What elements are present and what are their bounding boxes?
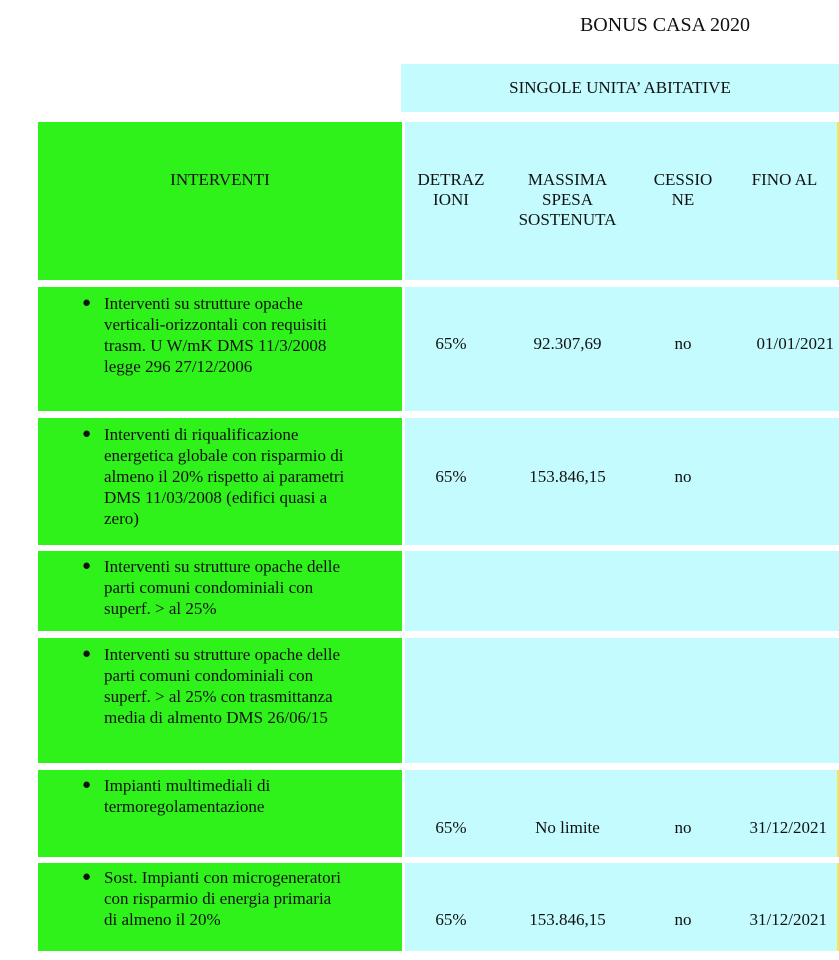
- list-item: [38, 418, 402, 529]
- table-row-values-cell: [405, 770, 839, 857]
- row-text-line: DMS 11/03/2008 (edifici quasi a: [104, 488, 328, 507]
- cell-fino-al: 01/01/2021: [756, 334, 834, 353]
- table-row-label-cell: [38, 863, 402, 951]
- row-text-line: verticali-orizzontali con requisiti: [104, 315, 327, 334]
- header-detrazioni: [405, 170, 497, 210]
- bullet-icon: ●: [82, 295, 92, 311]
- row-text-line: almeno il 20% rispetto ai parametri: [104, 467, 345, 486]
- bullet-icon: ●: [82, 777, 92, 793]
- bullet-icon: ●: [82, 426, 92, 442]
- section-header-label: SINGOLE UNITA’ ABITATIVE: [509, 78, 731, 97]
- cell-cessione: no: [674, 818, 692, 837]
- table-row-label-cell: [38, 770, 402, 857]
- row-text-line: parti comuni condominiali con: [104, 578, 314, 597]
- cell-massima-spesa: 153.846,15: [529, 910, 606, 929]
- header-interventi-cell: [38, 122, 402, 280]
- list-item: [38, 551, 402, 619]
- table-row-label-cell: [38, 551, 402, 631]
- section-header: [401, 64, 839, 112]
- table-row-label-cell: [38, 287, 402, 411]
- cell-massima-spesa: 92.307,69: [533, 334, 602, 353]
- header-cessione-line: CESSIO: [653, 170, 713, 189]
- row-text-line: zero): [104, 509, 139, 528]
- header-fino-al: FINO AL: [751, 170, 818, 189]
- header-massima-line: SPESA: [541, 190, 594, 209]
- row-text-line: superf. > al 25% con trasmittanza: [104, 687, 333, 706]
- row-text-line: Impianti multimediali di: [104, 776, 271, 795]
- row-text-line: Interventi su strutture opache delle: [104, 645, 341, 664]
- header-detrazioni-line: DETRAZ: [417, 170, 485, 189]
- cell-massima-spesa: No limite: [535, 818, 600, 837]
- cell-detrazioni: 65%: [435, 818, 467, 837]
- table-row-values-cell: [405, 863, 839, 951]
- row-text-line: parti comuni condominiali con: [104, 666, 314, 685]
- bullet-icon: ●: [82, 646, 92, 662]
- table-row-label-cell: [38, 418, 402, 545]
- cell-cessione: no: [674, 467, 692, 486]
- cell-cessione: no: [674, 910, 692, 929]
- row-text-line: termoregolamentazione: [104, 797, 265, 816]
- list-item: [38, 863, 402, 930]
- header-detrazioni-line: IONI: [433, 190, 469, 209]
- cell-massima-spesa: 153.846,15: [529, 467, 606, 486]
- header-massima-line: SOSTENUTA: [518, 210, 617, 229]
- header-cessione: [640, 170, 726, 210]
- row-text-line: Sost. Impianti con microgeneratori: [104, 868, 341, 887]
- list-item: [38, 638, 402, 728]
- table-row-values-cell: [405, 638, 839, 763]
- row-text-line: superf. > al 25%: [104, 599, 217, 618]
- row-text-line: energetica globale con risparmio di: [104, 446, 344, 465]
- header-cessione-line: NE: [671, 190, 695, 209]
- cell-detrazioni: 65%: [435, 910, 467, 929]
- row-text-line: Interventi su strutture opache: [104, 294, 303, 313]
- bullet-icon: ●: [82, 558, 92, 574]
- bullet-icon: ●: [82, 869, 92, 885]
- header-massima-line: MASSIMA: [527, 170, 608, 189]
- row-text-line: Interventi su strutture opache delle: [104, 557, 341, 576]
- list-item: [38, 770, 402, 817]
- page-title: BONUS CASA 2020: [579, 14, 750, 36]
- header-interventi-label: INTERVENTI: [170, 170, 270, 189]
- table-row-values-cell: [405, 551, 839, 631]
- row-text-line: trasm. U W/mK DMS 11/3/2008: [104, 336, 327, 355]
- cell-fino-al: 31/12/2021: [749, 910, 827, 929]
- header-massima-spesa: [500, 170, 635, 230]
- row-text-line: con risparmio di energia primaria: [104, 889, 332, 908]
- list-item: [38, 287, 402, 377]
- cell-fino-al: 31/12/2021: [749, 818, 827, 837]
- row-text-line: Interventi di riqualificazione: [104, 425, 299, 444]
- table-row-label-cell: [38, 638, 402, 763]
- cell-cessione: no: [674, 334, 692, 353]
- row-text-line: di almeno il 20%: [104, 910, 221, 929]
- row-text-line: media di almento DMS 26/06/15: [104, 708, 328, 727]
- cell-detrazioni: 65%: [435, 334, 467, 353]
- row-text-line: legge 296 27/12/2006: [104, 357, 253, 376]
- cell-detrazioni: 65%: [435, 467, 467, 486]
